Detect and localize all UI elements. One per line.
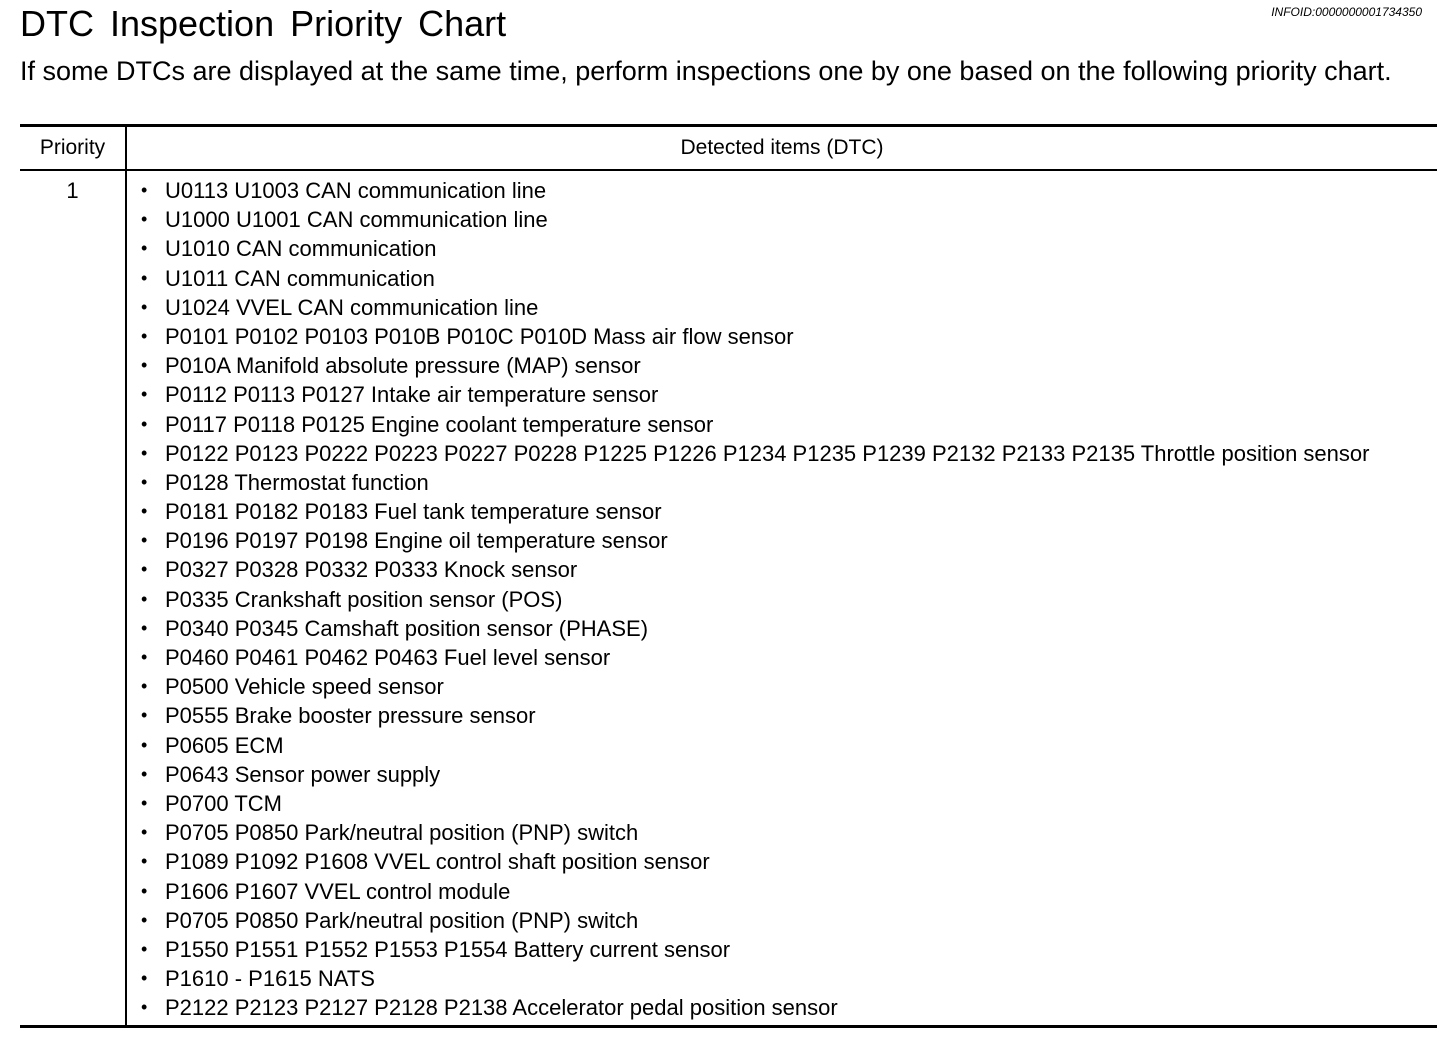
bullet-icon: •: [141, 325, 148, 346]
bullet-icon: •: [141, 676, 148, 697]
dtc-item-text: P1610 - P1615 NATS: [165, 966, 375, 992]
dtc-item-text: P0643 Sensor power supply: [165, 761, 441, 787]
dtc-item-text: P2122 P2123 P2127 P2128 P2138 Accelerator pedal position sensor: [165, 995, 838, 1021]
bullet-icon: •: [141, 267, 148, 288]
list-item: [139, 614, 1437, 643]
column-divider: [125, 127, 127, 1025]
list-item: [139, 906, 1437, 935]
header-detected-items: Detected items (DTC): [680, 136, 884, 159]
list-item: [139, 205, 1437, 234]
bullet-icon: •: [141, 501, 148, 522]
bullet-icon: •: [141, 880, 148, 901]
dtc-item-text: P0101 P0102 P0103 P010B P010C P010D Mass air flow sensor: [165, 323, 794, 349]
dtc-item-text: P0327 P0328 P0332 P0333 Knock sensor: [165, 557, 578, 583]
bullet-icon: •: [141, 968, 148, 989]
dtc-item-text: P0181 P0182 P0183 Fuel tank temperature sensor: [165, 499, 662, 525]
dtc-item-text: U0113 U1003 CAN communication line: [165, 178, 547, 203]
bullet-icon: •: [141, 822, 148, 843]
bullet-icon: •: [141, 530, 148, 551]
bullet-icon: •: [141, 734, 148, 755]
list-item: [139, 234, 1437, 263]
priority-table: [20, 124, 1437, 1028]
bullet-icon: •: [141, 238, 148, 259]
dtc-item-text: P010A Manifold absolute pressure (MAP) sensor: [165, 353, 641, 379]
dtc-item-text: U1024 VVEL CAN communication line: [165, 294, 539, 320]
dtc-item-text: P0122 P0123 P0222 P0223 P0227 P0228 P1225 P1226 P1234 P1235 P1239 P2132 P2133 P2135 Throttle position sensor: [165, 440, 1370, 466]
priority-value: 1: [66, 178, 79, 203]
bullet-icon: •: [141, 851, 148, 872]
intro-text: If some DTCs are displayed at the same time, perform inspections one by one based on the following priority chart.: [20, 56, 1392, 86]
list-item: [139, 293, 1437, 322]
list-item: [139, 935, 1437, 964]
dtc-item-text: P0335 Crankshaft position sensor (POS): [165, 586, 563, 612]
dtc-item-text: P0705 P0850 Park/neutral position (PNP) switch: [165, 907, 639, 933]
list-item: [139, 789, 1437, 818]
bullet-icon: •: [141, 588, 148, 609]
dtc-item-text: P1089 P1092 P1608 VVEL control shaft position sensor: [165, 849, 710, 875]
bullet-icon: •: [141, 763, 148, 784]
dtc-item-text: P0128 Thermostat function: [165, 469, 429, 495]
dtc-item-text: P1550 P1551 P1552 P1553 P1554 Battery current sensor: [165, 936, 731, 962]
dtc-item-text: P0460 P0461 P0462 P0463 Fuel level sensor: [165, 645, 611, 670]
list-item: [139, 818, 1437, 847]
dtc-item-text: P0117 P0118 P0125 Engine coolant temperature sensor: [165, 411, 714, 437]
bullet-icon: •: [141, 705, 148, 726]
list-item: [139, 585, 1437, 614]
dtc-item-text: U1000 U1001 CAN communication line: [165, 207, 548, 233]
dtc-item-text: P0500 Vehicle speed sensor: [165, 674, 444, 700]
dtc-item-text: P1606 P1607 VVEL control module: [165, 878, 511, 904]
header-priority: Priority: [39, 136, 106, 159]
bullet-icon: •: [141, 997, 148, 1018]
list-item: [139, 176, 1437, 205]
list-item: [139, 847, 1437, 876]
dtc-item-text: P0340 P0345 Camshaft position sensor (PHASE): [165, 615, 649, 641]
list-item: [139, 264, 1437, 293]
list-item: [139, 380, 1437, 409]
list-item: [139, 964, 1437, 993]
bullet-icon: •: [141, 617, 148, 638]
table-header-row: [20, 127, 1437, 171]
page-title: DTC Inspection Priority Chart: [20, 3, 507, 44]
bullet-icon: •: [141, 559, 148, 580]
list-item: [139, 643, 1437, 672]
bullet-icon: •: [141, 180, 148, 200]
list-item: [139, 877, 1437, 906]
dtc-list: [139, 176, 1437, 1022]
bullet-icon: •: [141, 909, 148, 930]
list-item: [139, 672, 1437, 701]
dtc-item-text: P0555 Brake booster pressure sensor: [165, 703, 536, 729]
list-item: [139, 555, 1437, 584]
bullet-icon: •: [141, 413, 148, 434]
bullet-icon: •: [141, 355, 148, 376]
dtc-item-text: P0196 P0197 P0198 Engine oil temperature sensor: [165, 528, 668, 554]
bullet-icon: •: [141, 442, 148, 463]
dtc-item-text: U1011 CAN communication: [165, 265, 435, 291]
bullet-icon: •: [141, 384, 148, 405]
bullet-icon: •: [141, 938, 148, 959]
bullet-icon: •: [141, 209, 148, 230]
dtc-item-text: P0700 TCM: [165, 790, 282, 816]
dtc-item-text: U1010 CAN communication: [165, 236, 437, 262]
list-item: [139, 322, 1437, 351]
list-item: [139, 993, 1437, 1022]
dtc-item-text: P0605 ECM: [165, 732, 284, 758]
list-item: [139, 701, 1437, 730]
info-id: INFOID:0000000001734350: [1271, 5, 1422, 19]
dtc-item-text: P0705 P0850 Park/neutral position (PNP) switch: [165, 820, 639, 846]
list-item: [139, 526, 1437, 555]
bullet-icon: •: [141, 647, 148, 667]
bullet-icon: •: [141, 471, 148, 492]
list-item: [139, 351, 1437, 380]
list-item: [139, 468, 1437, 497]
bullet-icon: •: [141, 296, 148, 317]
list-item: [139, 410, 1437, 439]
list-item: [139, 760, 1437, 789]
bullet-icon: •: [141, 792, 148, 813]
list-item: [139, 439, 1437, 468]
dtc-item-text: P0112 P0113 P0127 Intake air temperature sensor: [165, 382, 659, 408]
list-item: [139, 731, 1437, 760]
list-item: [139, 497, 1437, 526]
